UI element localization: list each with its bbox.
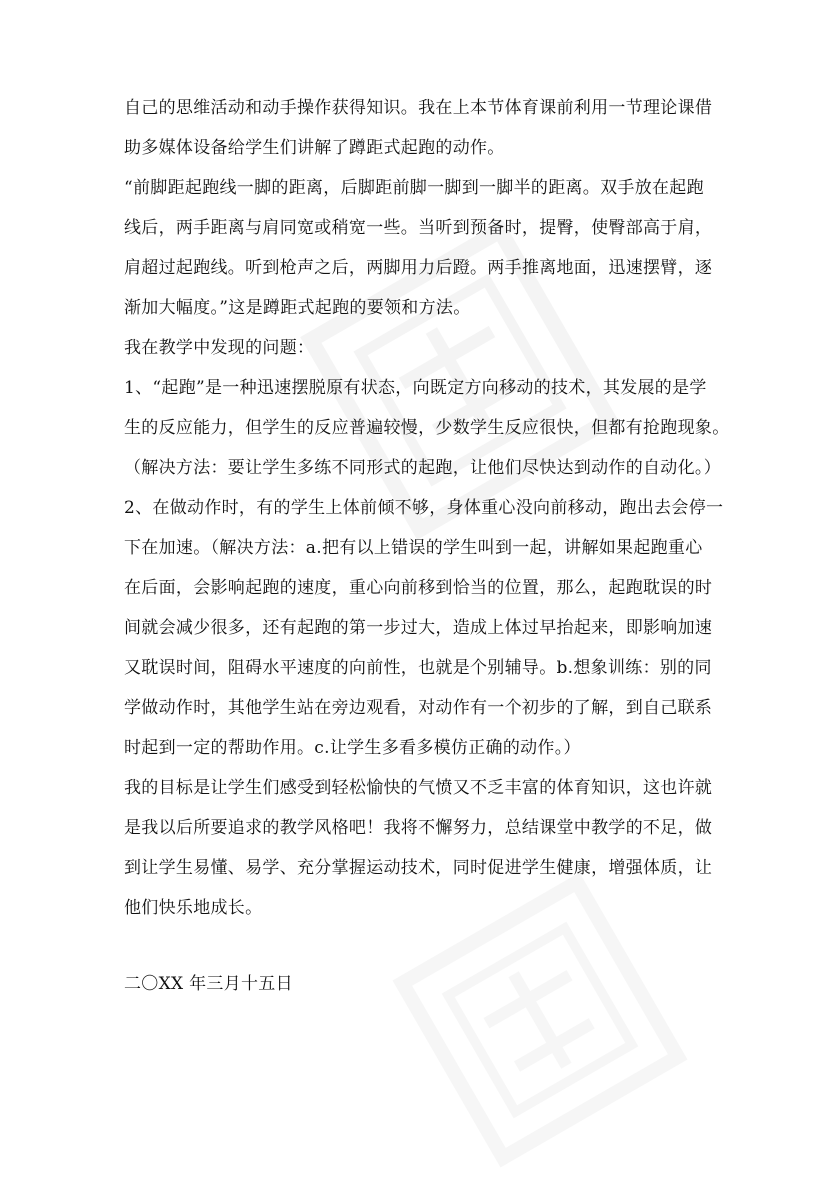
text-line: 下在加速。（解决方法：a.把有以上错误的学生叫到一起，讲解如果起跑重心 — [124, 538, 703, 558]
text-line: 1、“起跑”是一种迅速摆脱原有状态，向既定方向移动的技术，其发展的是学 — [124, 378, 707, 398]
document-body — [124, 88, 730, 1004]
text-line: 线后，两手距离与肩同宽或稍宽一些。当听到预备时，提臀，使臀部高于肩， — [124, 218, 713, 238]
text-line: 他们快乐地成长。 — [124, 898, 263, 918]
text-line: （解决方法：要让学生多练不同形式的起跑，让他们尽快达到动作的自动化。） — [124, 458, 721, 478]
text-line: 又耽误时间，阻碍水平速度的向前性，也就是个别辅导。b.想象训练：别的同 — [124, 658, 712, 678]
spacer — [124, 928, 714, 964]
text-line: 时起到一定的帮助作用。c.让学生多看多模仿正确的动作。） — [124, 738, 581, 758]
text-line: 间就会减少很多，还有起跑的第一步过大，造成上体过早抬起来，即影响加速 — [124, 618, 713, 638]
document-date: 二〇XX 年三月十五日 — [124, 974, 293, 994]
text-line: 肩超过起跑线。听到枪声之后，两脚用力后蹬。两手推离地面，迅速摆臂，逐 — [124, 258, 713, 278]
text-line: 是我以后所要追求的教学风格吧！我将不懈努力，总结课堂中教学的不足，做 — [124, 818, 713, 838]
text-line: 2、在做动作时，有的学生上体前倾不够，身体重心没向前移动，跑出去会停一 — [124, 498, 724, 518]
text-line: 助多媒体设备给学生们讲解了蹲距式起跑的动作。 — [124, 138, 505, 158]
text-line: 我在教学中发现的问题： — [124, 338, 315, 358]
text-line: 生的反应能力，但学生的反应普遍较慢，少数学生反应很快，但都有抢跑现象。 — [124, 418, 730, 438]
text-line: 学做动作时，其他学生站在旁边观看，对动作有一个初步的了解，到自己联系 — [124, 698, 713, 718]
text-line: “前脚距起跑线一脚的距离，后脚距前脚一脚到一脚半的距离。双手放在起跑 — [124, 178, 704, 198]
text-line: 渐加大幅度。”这是蹲距式起跑的要领和方法。 — [124, 298, 471, 318]
text-line: 自己的思维活动和动手操作获得知识。我在上本节体育课前利用一节理论课借 — [124, 98, 713, 118]
text-line: 在后面，会影响起跑的速度，重心向前移到恰当的位置，那么，起跑耽误的时 — [124, 578, 713, 598]
text-line: 到让学生易懂、易学、充分掌握运动技术，同时促进学生健康，增强体质，让 — [124, 858, 713, 878]
text-line: 我的目标是让学生们感受到轻松愉快的气愤又不乏丰富的体育知识，这也许就 — [124, 778, 713, 798]
